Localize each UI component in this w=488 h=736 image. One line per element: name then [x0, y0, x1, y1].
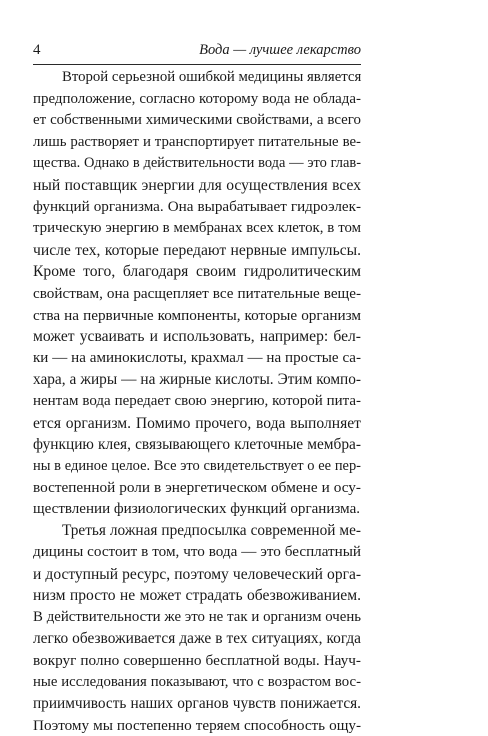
text-line: Поэтому мы постепенно теряем способность ощу-: [33, 716, 361, 734]
text-line: ства на первичные компоненты, которые организм: [33, 306, 361, 324]
text-line: хара, а жиры — на жирные кислоты. Этим компо-: [33, 371, 361, 389]
text-line: щества. Однако в действительности вода — это глав-: [33, 155, 361, 172]
text-line: ществлении физиологических функций организма.: [33, 500, 361, 517]
page-number: 4: [33, 42, 41, 58]
text-line: числе тех, которые передают нервные импульсы.: [33, 241, 361, 259]
text-line: лишь растворяет и транспортирует питательные ве-: [33, 133, 361, 150]
header-rule: [33, 64, 361, 65]
text-line: вокруг полно совершенно бесплатной воды. Науч-: [33, 652, 361, 670]
text-line: функцию клея, связывающего клеточные мембра-: [33, 436, 361, 454]
text-line: трическую энергию в мембранах всех клеток, в том: [33, 220, 361, 237]
text-line: ет собственными химическими свойствами, а всего: [33, 112, 361, 129]
text-line: ки — на аминокислоты, крахмал — на простые са-: [33, 349, 361, 366]
text-line: Третья ложная предпосылка современной ме-: [62, 522, 361, 540]
body-text: [33, 67, 361, 736]
paragraph-1: [33, 67, 361, 520]
text-line: ны в единое целое. Все это свидетельствует о ее пер-: [33, 457, 361, 474]
text-line: приимчивость наших органов чувств понижается.: [33, 695, 361, 713]
text-line: предположение, согласно которому вода не облада-: [33, 90, 361, 107]
text-line: низм просто не может страдать обезвоживанием.: [33, 587, 361, 605]
text-line: и доступный ресурс, поэтому человеческий орга-: [33, 565, 361, 583]
text-line: В действительности же это не так и организм очень: [33, 608, 361, 625]
text-line: нентам вода передает свою энергию, которой пита-: [33, 392, 361, 409]
text-line: ные исследования показывают, что с возрастом вос-: [33, 673, 361, 690]
text-line: Кроме того, благодаря своим гидролитическим: [33, 263, 361, 281]
text-line: востепенной роли в энергетическом обмене и осу-: [33, 479, 361, 497]
paragraph-2: [33, 520, 361, 736]
text-line: Второй серьезной ошибкой медицины является: [62, 69, 362, 85]
text-line: свойствам, она расщепляет все питательные веще-: [33, 284, 361, 302]
text-line: дицины состоит в том, что вода — это бесплатный: [33, 544, 361, 561]
running-title: Вода — лучшее лекарство: [199, 42, 361, 58]
text-line: функций организма. Она вырабатывает гидроэлек-: [33, 198, 361, 215]
text-line: ется организм. Помимо прочего, вода выполняет: [33, 414, 361, 432]
text-line: легко обезвоживается даже в тех ситуациях, когда: [33, 630, 361, 648]
text-line: ный поставщик энергии для осуществления всех: [33, 176, 361, 194]
text-line: может усваивать и использовать, например: бел-: [33, 328, 361, 346]
running-header: [33, 41, 361, 59]
